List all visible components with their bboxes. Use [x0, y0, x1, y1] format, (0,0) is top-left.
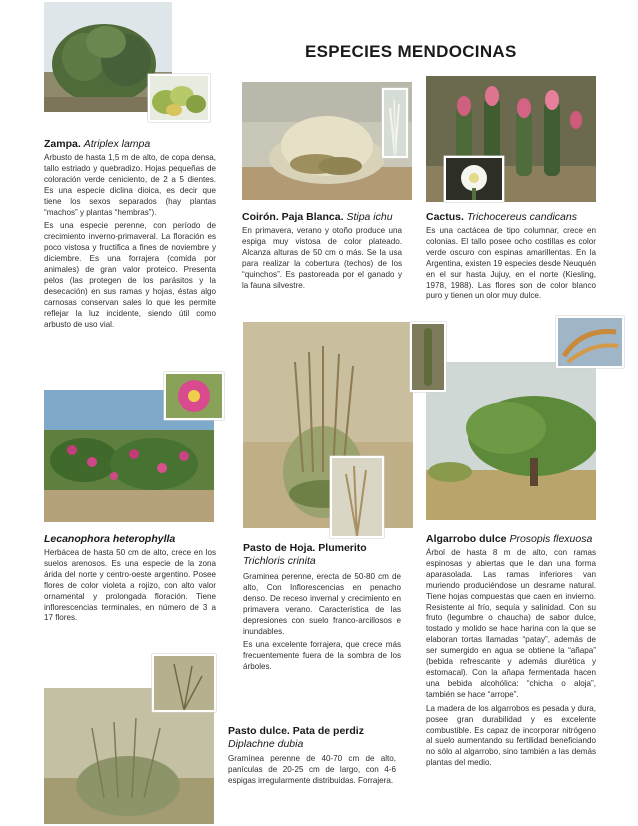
- zampa-common-name: Zampa.: [44, 138, 81, 150]
- cactus-description: [426, 226, 596, 305]
- pasto-dulce-paragraph: Gramínea perenne de 40-70 cm de alto, panículas de 20-25 cm de largo, con 4-6 espigas irregularmente distribuidas. Forrajera.: [228, 754, 396, 785]
- pasto-dulce-description: [228, 754, 396, 790]
- photo-pasto-dulce-detail: [152, 654, 216, 712]
- coiron-paragraph: En primavera, verano y otoño produce una espiga muy vistosa de color plateado. Alcanza alturas de 50 cm o más. Se la usa para realizar la cobertura (techos) de los “quinchos”. Es pastoreada por el ganado y la fauna silvestre.: [242, 226, 402, 290]
- pasto-hoja-common-name: Pasto de Hoja. Plumerito: [243, 542, 367, 554]
- photo-algarrobo-pods: [556, 316, 624, 368]
- pasto-hoja-description: [243, 572, 401, 676]
- cactus-paragraph: Es una cactácea de tipo columnar, crece en colonias. El tallo posee ocho costillas es color verde oscuro con espinas amarillentas. En la Argentina, existen 19 especies desde Neuquén en el sur hasta Jujuy, en el norte (Kiesling, 1978, 1988). Las flores son de color blanco puro y tienen un olor muy dulce.: [426, 226, 596, 301]
- photo-coiron-detail: [382, 88, 408, 158]
- page-title: ESPECIES MENDOCINAS: [305, 42, 517, 61]
- pasto-hoja-paragraph: Es una excelente forrajera, que crece más frecuentemente fuera de la sombra de los árboles.: [243, 640, 401, 672]
- zampa-paragraph: Arbusto de hasta 1,5 m de alto, de copa densa, tallo estriado y quebradizo. Hojas pequeñas de coloración verde ceniciento, de 2 a 5 dientes. Es una especie diclina dioica, es decir que tiene los sexos separados (hay plantas “machos” y plantas “hembras”).: [44, 153, 216, 217]
- cactus-title: [426, 211, 598, 224]
- lecanophora-title: [44, 533, 216, 546]
- algarrobo-paragraph: La madera de los algarrobos es pesada y dura, posee gran durabilidad y es excelente combustible. Es capaz de incorporar nitrógeno al suelo aumentando su fertilidad beneficiando no sólo al algarrobo, sino también a las demás plantas del medio.: [426, 703, 596, 768]
- pasto-hoja-scientific-name: Trichloris crinita: [243, 555, 316, 567]
- lecanophora-description: [44, 548, 216, 627]
- algarrobo-title: [426, 533, 606, 546]
- cactus-common-name: Cactus.: [426, 211, 464, 223]
- photo-pasto-hoja-detail: [330, 456, 384, 538]
- pasto-hoja-paragraph: Graminea perenne, erecta de 50-80 cm de alto, Con Inflorescencias en penacho denso. De receso invernal y crecimiento en primavera verano. Característica de las depresiones con suelo franco-arcillosos e inundables.: [243, 572, 401, 636]
- pasto-dulce-scientific-name: Diplachne dubia: [228, 738, 304, 750]
- zampa-title: [44, 138, 216, 151]
- photo-pasto-hoja: [243, 322, 413, 528]
- photo-algarrobo: [426, 362, 596, 520]
- algarrobo-description: [426, 548, 596, 772]
- algarrobo-common-name: Algarrobo dulce: [426, 533, 507, 545]
- lecanophora-scientific-name: Lecanophora heterophylla: [44, 533, 176, 545]
- pasto-dulce-title: [228, 725, 406, 751]
- cactus-scientific-name: Trichocereus candicans: [466, 211, 577, 223]
- coiron-title: [242, 211, 414, 224]
- photo-zampa-detail: [148, 74, 210, 122]
- photo-lecanophora-flower: [164, 372, 224, 420]
- lecanophora-paragraph: Herbácea de hasta 50 cm de alto, crece en los suelos arenosos. Es una especie de la zona árida del norte y centro-oeste argentino. Posee flores de color violeta a rojizo, con alto valor ornamental y prolongada floración. Tiene inflorescencias terminales, en número de 3 a 17 flores.: [44, 548, 216, 623]
- pasto-hoja-title: [243, 542, 415, 568]
- coiron-description: [242, 226, 402, 294]
- photo-algarrobo-detail: [410, 322, 446, 392]
- algarrobo-scientific-name: Prosopis flexuosa: [509, 533, 593, 545]
- zampa-paragraph: Es una especie perenne, con período de crecimiento inverno-primaveral. La floración es poco vistosa y fructifica a fines de noviembre y diciembre. Es una forrajera (comida por animales) de gran valor proteico. Presenta pelos (las protegen de los parásitos y la desecación) en sus ramas y hojas, éstas algo carnosas conservan sales lo que les permite reflejar la luz incidente, siendo útil como arbusto de uso vial.: [44, 221, 216, 329]
- coiron-scientific-name: Stipa ichu: [346, 211, 393, 223]
- algarrobo-paragraph: Árbol de hasta 8 m de alto, con ramas espinosas y abiertas que le dan una forma aparasolada. Las ramas inferiores van muriendo produciéndose un desrame natural. Tiene hojas compuestas que caen en invierno. Resistente al frío, sequía y salinidad. Con su fruto (legumbre o chaucha) de sabor dulce, tostado y molido se hace harina con la que se elaboran tortas llamadas “patay”, además de ser sumergido en agua se obtiene la “añapa” (bebida refrescante y además diurética y estomacal). Con la añapa fermentada hacen una bebida alcohólica: “chicha o aloja”, también se hace “arrope”.: [426, 548, 596, 699]
- coiron-common-name: Coirón. Paja Blanca.: [242, 211, 344, 223]
- zampa-description: [44, 153, 216, 334]
- photo-cactus-flower: [444, 156, 504, 202]
- zampa-scientific-name: Atriplex lampa: [83, 138, 151, 150]
- pasto-dulce-common-name: Pasto dulce. Pata de perdiz: [228, 725, 364, 737]
